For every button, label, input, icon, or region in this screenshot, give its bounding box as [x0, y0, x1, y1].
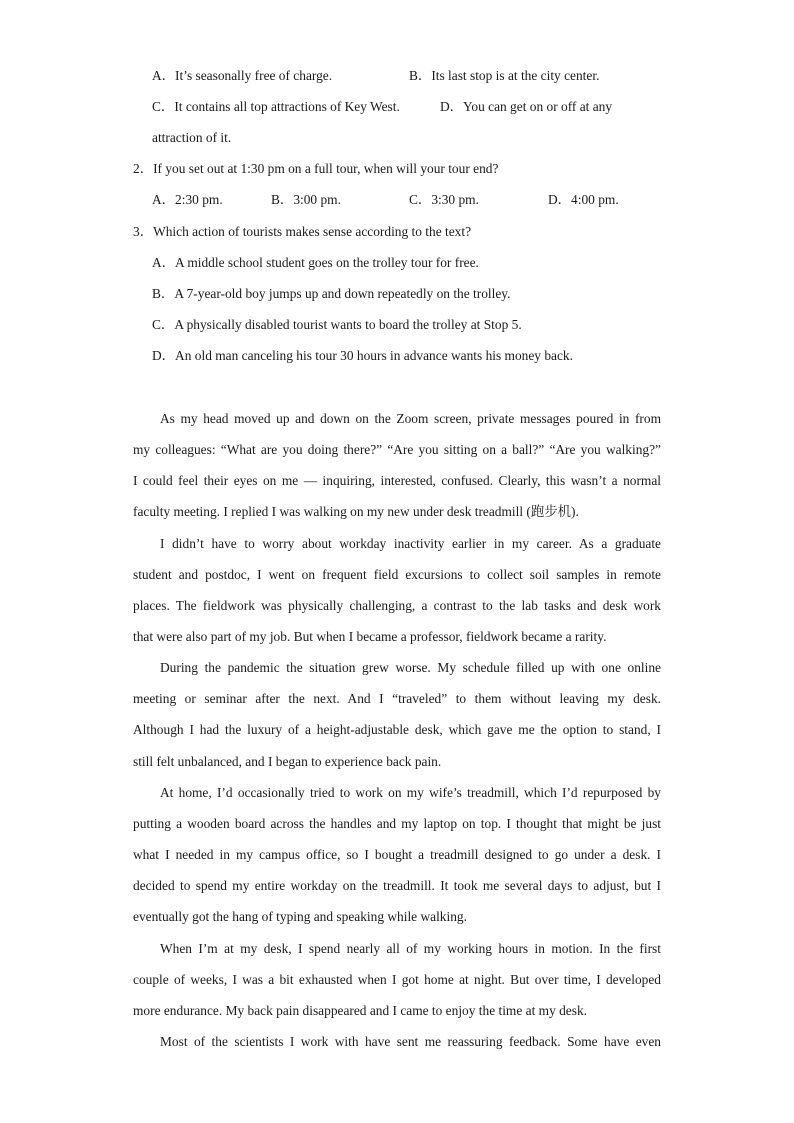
q3-option-c: C．A physically disabled tourist wants to board the trolley at Stop 5. — [152, 317, 522, 332]
q2-option-a: A．2:30 pm. — [152, 192, 223, 207]
q1-option-c: C．It contains all top attractions of Key West. — [152, 99, 400, 114]
passage-line: places. The fieldwork was physically challenging, a contrast to the lab tasks and desk work — [133, 598, 661, 613]
passage-line: putting a wooden board across the handles and my laptop on top. I thought that might be just — [133, 816, 661, 831]
q3-option-d: D．An old man canceling his tour 30 hours in advance wants his money back. — [152, 348, 573, 363]
passage-line: couple of weeks, I was a bit exhausted when I got home at night. But over time, I developed — [133, 972, 661, 987]
q3-stem: 3．Which action of tourists makes sense according to the text? — [133, 224, 472, 239]
passage-line: When I’m at my desk, I spend nearly all of my working hours in motion. In the first — [160, 941, 661, 956]
passage-line: Most of the scientists I work with have sent me reassuring feedback. Some have even — [160, 1034, 661, 1049]
passage-line: still felt unbalanced, and I began to experience back pain. — [133, 754, 442, 769]
passage-line: my colleagues: “What are you doing there?” “Are you sitting on a ball?” “Are you walking?” — [133, 442, 661, 457]
q1-option-a: A．It’s seasonally free of charge. — [152, 68, 333, 83]
passage-line: eventually got the hang of typing and speaking while walking. — [133, 909, 467, 924]
passage-line: Although I had the luxury of a height-adjustable desk, which gave me the option to stand, I — [133, 722, 661, 737]
q1-option-b: B．Its last stop is at the city center. — [409, 68, 600, 83]
q2-option-b: B．3:00 pm. — [271, 192, 341, 207]
q3-option-a: A．A middle school student goes on the trolley tour for free. — [152, 255, 479, 270]
passage-line: I could feel their eyes on me — inquiring, interested, confused. Clearly, this wasn’t a normal — [133, 473, 661, 488]
q3-option-b: B．A 7-year-old boy jumps up and down repeatedly on the trolley. — [152, 286, 511, 301]
passage-line: student and postdoc, I went on frequent field excursions to collect soil samples in remote — [133, 567, 661, 582]
passage-line: At home, I’d occasionally tried to work on my wife’s treadmill, which I’d repurposed by — [160, 785, 661, 800]
q2-option-c: C．3:30 pm. — [409, 192, 479, 207]
q1-option-d: D．You can get on or off at any — [440, 99, 613, 114]
passage-line: more endurance. My back pain disappeared and I came to enjoy the time at my desk. — [133, 1003, 587, 1018]
q2-option-d: D．4:00 pm. — [548, 192, 619, 207]
q1-option-d-continued: attraction of it. — [152, 130, 232, 145]
passage-line: meeting or seminar after the next. And I “traveled” to them without leaving my desk. — [133, 691, 661, 706]
passage-line: As my head moved up and down on the Zoom screen, private messages poured in from — [160, 411, 661, 426]
passage-line: During the pandemic the situation grew worse. My schedule filled up with one online — [160, 660, 661, 675]
passage-line: faculty meeting. I replied I was walking on my new under desk treadmill (跑步机). — [133, 504, 579, 519]
passage-line: I didn’t have to worry about workday inactivity earlier in my career. As a graduate — [160, 536, 661, 551]
passage-line: that were also part of my job. But when I became a professor, fieldwork became a rarity. — [133, 629, 607, 644]
q2-stem: 2．If you set out at 1:30 pm on a full tour, when will your tour end? — [133, 161, 499, 176]
passage-line: decided to spend my entire workday on the treadmill. It took me several days to adjust, but I — [133, 878, 661, 893]
passage-line: what I needed in my campus office, so I bought a treadmill designed to go under a desk. I — [133, 847, 661, 862]
